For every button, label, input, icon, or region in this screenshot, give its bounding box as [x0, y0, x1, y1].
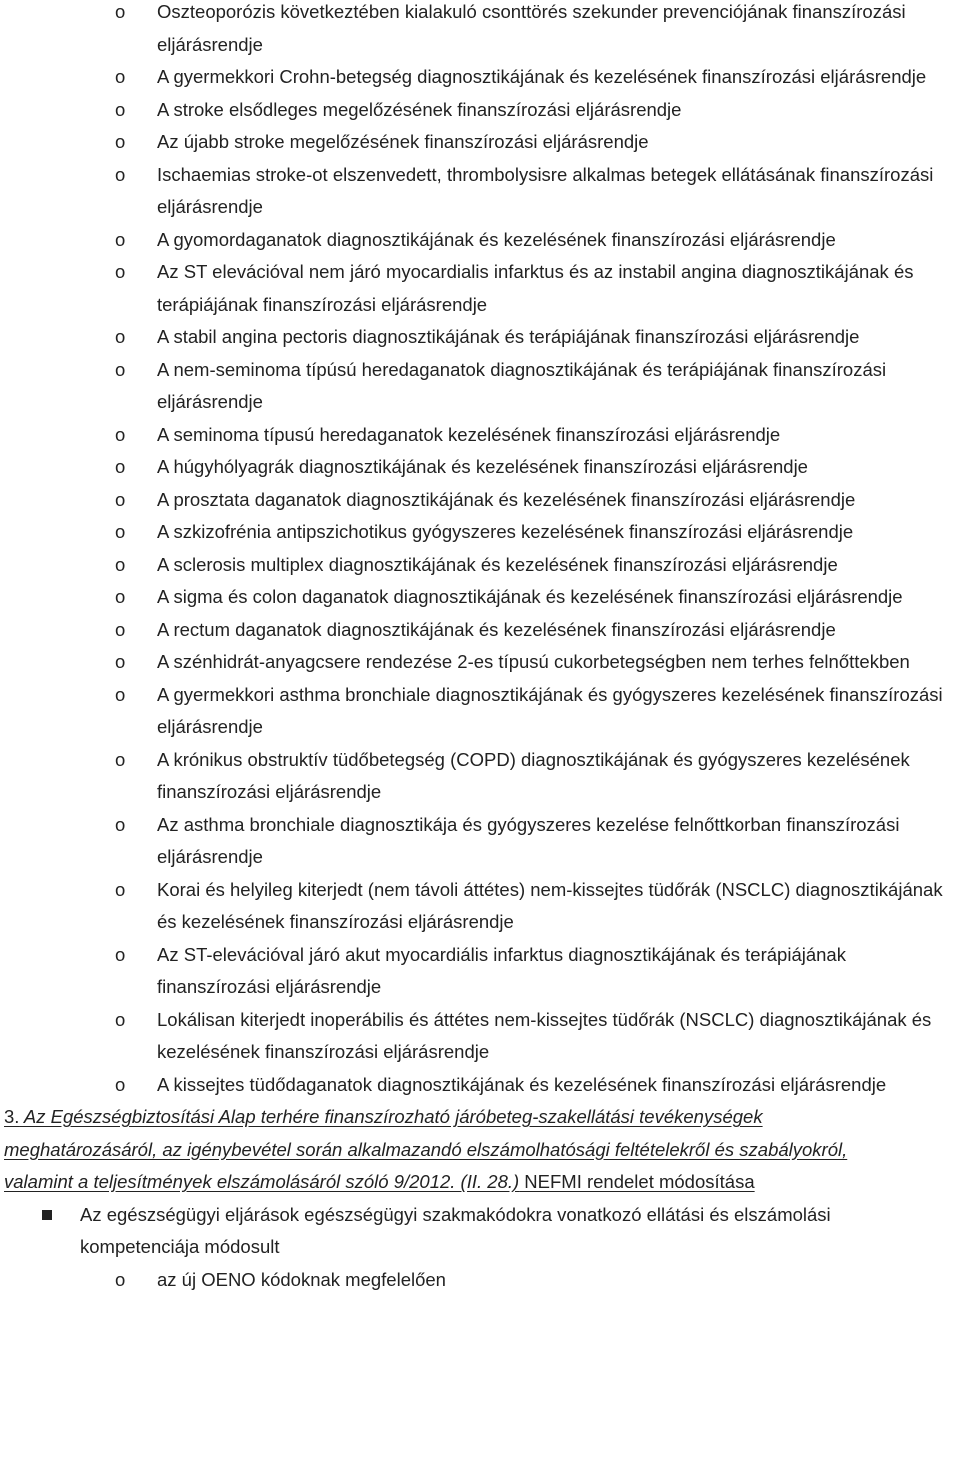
circle-bullet-icon: o	[115, 813, 126, 835]
circle-bullet-icon: o	[115, 66, 126, 87]
list-item-text: A húgyhólyagrák diagnosztikájának és kezelésének finanszírozási eljárásrendje	[157, 456, 808, 477]
circle-bullet-icon: o	[115, 358, 126, 380]
list-item-text: Az ST-elevációval járó akut myocardiális infarktus diagnosztikájának és terápiájának finanszírozási eljárásrendje	[157, 943, 846, 997]
list-item	[0, 256, 960, 321]
list-item-text: A stroke elsődleges megelőzésének finanszírozási eljárásrendje	[157, 98, 682, 120]
list-item-text: A szkizofrénia antipszichotikus gyógyszeres kezelésének finanszírozási eljárásrendje	[157, 521, 854, 542]
list-item-text: A prosztata daganatok diagnosztikájának és kezelésének finanszírozási eljárásrendje	[157, 488, 856, 510]
circle-bullet-icon: o	[115, 131, 126, 152]
circle-bullet-icon: o	[115, 1008, 126, 1030]
circle-bullet-icon: o	[115, 1, 126, 22]
list-item-text: Az ST elevációval nem járó myocardialis infarktus és az instabil angina diagnosztikájának és terápiájának finanszírozási eljárásrendje	[157, 261, 914, 315]
circle-bullet-icon: o	[115, 261, 126, 282]
list-item-text: A gyermekkori asthma bronchiale diagnosztikájának és gyógyszeres kezelésének finanszírozási eljárásrendje	[157, 683, 943, 737]
list-item-text: A stabil angina pectoris diagnosztikájának és terápiájának finanszírozási eljárásrendje	[157, 326, 860, 347]
list-item	[0, 874, 960, 939]
circle-bullet-icon: o	[115, 748, 126, 770]
circle-bullet-icon: o	[115, 586, 126, 607]
circle-bullet-icon: o	[115, 326, 126, 347]
square-bullet-icon	[42, 1210, 52, 1220]
circle-bullet-icon: o	[115, 456, 126, 477]
list-item	[0, 614, 960, 647]
section-title-normal: NEFMI rendelet módosítása	[519, 1171, 755, 1192]
circle-bullet-icon: o	[115, 521, 126, 542]
circle-bullet-icon: o	[115, 651, 126, 672]
list-item-text: Oszteoporózis következtében kialakuló csonttörés szekunder prevenciójának finanszírozási eljárásrendje	[157, 1, 906, 55]
list-item-text: A gyomordaganatok diagnosztikájának és kezelésének finanszírozási eljárásrendje	[157, 228, 836, 250]
section-title-italic: Az Egészségbiztosítási Alap terhére finanszírozható járóbeteg-szakellátási tevékenységek meghatározásáról, az igénybevétel során alkalmazandó elszámolhatósági feltételekről és szabályokról, valamint a teljesítmények elszámolásáról szóló 9/2012. (II. 28.)	[4, 1106, 848, 1192]
list-item-text: Lokálisan kiterjedt inoperábilis és áttétes nem-kissejtes tüdőrák (NSCLC) diagnosztikájának és kezelésének finanszírozási eljárásrendje	[157, 1008, 932, 1062]
list-item	[0, 0, 960, 61]
circle-bullet-icon: o	[115, 228, 126, 250]
list-item	[0, 419, 960, 452]
circle-bullet-icon: o	[115, 683, 126, 705]
list-item	[0, 451, 960, 484]
list-item	[0, 581, 960, 614]
list-item	[0, 549, 960, 582]
list-item-text: A sclerosis multiplex diagnosztikájának és kezelésének finanszírozási eljárásrendje	[157, 553, 838, 575]
list-item	[0, 224, 960, 257]
list-item	[0, 61, 960, 94]
list-item-text: A seminoma típusú heredaganatok kezelésének finanszírozási eljárásrendje	[157, 423, 781, 445]
list-item-text: A sigma és colon daganatok diagnosztikájának és kezelésének finanszírozási eljárásrendje	[157, 586, 903, 607]
sub-item-text: az új OENO kódoknak megfelelően	[157, 1268, 446, 1290]
list-item	[0, 516, 960, 549]
list-item	[0, 1069, 960, 1102]
list-item-text: A rectum daganatok diagnosztikájának és kezelésének finanszírozási eljárásrendje	[157, 618, 836, 640]
circle-bullet-icon: o	[115, 943, 126, 965]
list-item-text: A krónikus obstruktív tüdőbetegség (COPD) diagnosztikájának és gyógyszeres kezelésének finanszírozási eljárásrendje	[157, 748, 910, 802]
list-item	[0, 484, 960, 517]
list-item	[0, 939, 960, 1004]
list-item	[0, 321, 960, 354]
list-item	[0, 94, 960, 127]
list-item	[0, 1004, 960, 1069]
section-number: 3.	[4, 1106, 20, 1127]
circle-bullet-icon: o	[115, 163, 126, 185]
list-item-text: Az újabb stroke megelőzésének finanszírozási eljárásrendje	[157, 131, 649, 152]
sub-list-item	[0, 1264, 960, 1297]
circle-bullet-icon: o	[115, 1073, 126, 1095]
list-item-text: Az asthma bronchiale diagnosztikája és gyógyszeres kezelése felnőttkorban finanszírozási eljárásrendje	[157, 813, 900, 867]
list-item-text: Ischaemias stroke-ot elszenvedett, thrombolysisre alkalmas betegek ellátásának finanszírozási eljárásrendje	[157, 163, 934, 217]
square-item-text: Az egészségügyi eljárások egészségügyi szakmakódokra vonatkozó ellátási és elszámolási kompetenciája módosult	[80, 1203, 831, 1257]
circle-bullet-icon: o	[115, 1268, 126, 1290]
list-item	[0, 159, 960, 224]
circle-bullet-icon: o	[115, 878, 126, 900]
list-item	[0, 354, 960, 419]
circle-bullet-icon: o	[115, 553, 126, 575]
list-item-text: A gyermekkori Crohn-betegség diagnosztikájának és kezelésének finanszírozási eljárásrendje	[157, 66, 927, 87]
circle-bullet-icon: o	[115, 98, 126, 120]
list-item	[0, 646, 960, 679]
list-item-text: A nem-seminoma típúsú heredaganatok diagnosztikájának és terápiájának finanszírozási eljárásrendje	[157, 358, 887, 412]
list-item-text: Korai és helyileg kiterjedt (nem távoli áttétes) nem-kissejtes tüdőrák (NSCLC) diagnosztikájának és kezelésének finanszírozási eljárásrendje	[157, 878, 943, 932]
list-item	[0, 126, 960, 159]
section-heading	[0, 1101, 960, 1199]
circle-bullet-icon: o	[115, 423, 126, 445]
list-item	[0, 679, 960, 744]
square-list-item	[0, 1199, 960, 1264]
list-item	[0, 744, 960, 809]
circle-bullet-icon: o	[115, 618, 126, 640]
list-item-text: A kissejtes tüdődaganatok diagnosztikájának és kezelésének finanszírozási eljárásrendje	[157, 1073, 887, 1095]
list-item	[0, 809, 960, 874]
circle-bullet-icon: o	[115, 488, 126, 510]
list-item-text: A szénhidrát-anyagcsere rendezése 2-es típusú cukorbetegségben nem terhes felnőttekben	[157, 651, 910, 672]
